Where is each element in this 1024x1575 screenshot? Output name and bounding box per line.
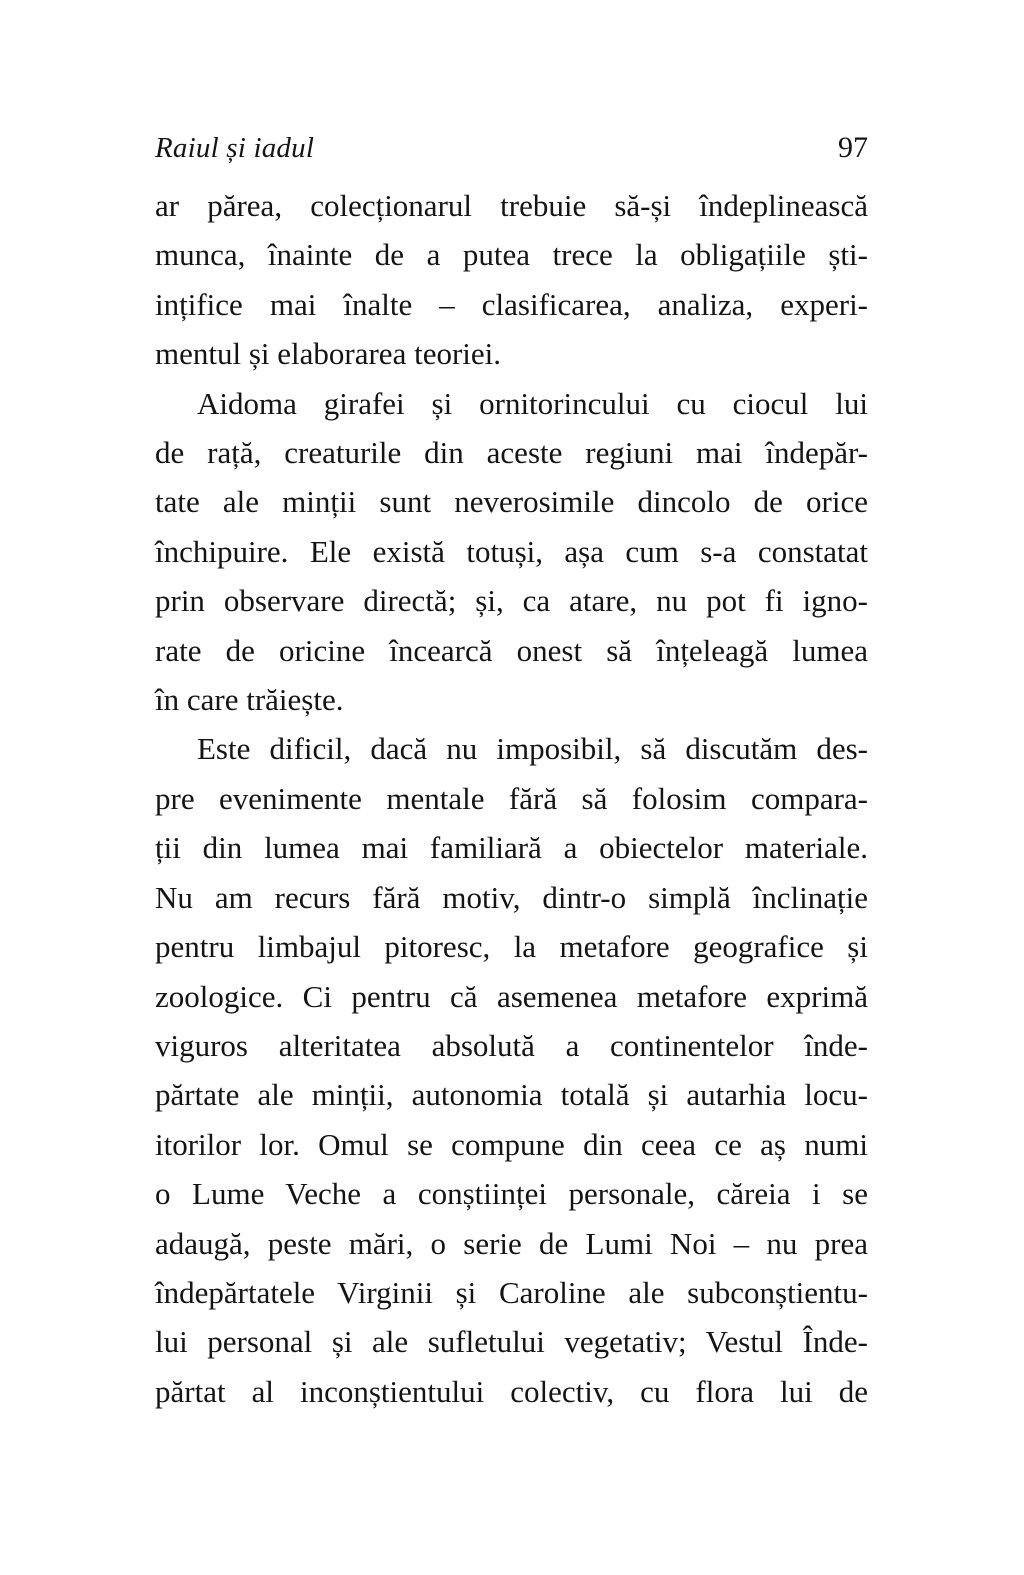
text-line: viguros alteritatea absolută a continentelor înde- [155, 1027, 868, 1063]
text-line: Nu am recurs fără motiv, dintr-o simplă înclinație [155, 879, 868, 915]
running-header-title: Raiul și iadul [155, 132, 315, 164]
text-line: închipuire. Ele există totuși, așa cum s-a constatat [155, 533, 868, 569]
text-line: Este dificil, dacă nu imposibil, să discutăm des- [197, 731, 868, 767]
text-line: mentul și elaborarea teoriei. [155, 336, 502, 372]
text-line: ții din lumea mai familiară a obiectelor materiale. [155, 830, 868, 866]
text-line: pentru limbajul pitoresc, la metafore geografice și [155, 929, 868, 965]
text-line: în care trăiește. [155, 682, 344, 718]
text-line: părtate ale minții, autonomia totală și autarhia locu- [155, 1077, 868, 1113]
page-body [155, 181, 868, 1416]
text-line: o Lume Veche a conștiinței personale, căreia i se [155, 1176, 868, 1212]
running-header [155, 131, 868, 165]
text-line: lui personal și ale sufletului vegetativ; Vestul Înde- [155, 1324, 868, 1360]
text-line: Aidoma girafei și ornitorincului cu ciocul lui [197, 385, 868, 421]
paragraph [155, 181, 868, 379]
text-line: rate de oricine încearcă onest să înțeleagă lumea [155, 632, 868, 668]
text-line: adaugă, peste mări, o serie de Lumi Noi – nu prea [155, 1225, 868, 1261]
text-line: munca, înainte de a putea trece la obligațiile ști- [155, 237, 868, 273]
paragraph [155, 379, 868, 725]
text-line: prin observare directă; și, ca atare, nu pot fi igno- [155, 583, 868, 619]
text-line: tate ale minții sunt neverosimile dincolo de orice [155, 484, 868, 520]
text-line: zoologice. Ci pentru că asemenea metafore exprimă [155, 978, 868, 1014]
text-line: pre evenimente mentale fără să folosim compara- [155, 780, 868, 816]
page-number: 97 [838, 131, 868, 164]
text-line: îndepărtatele Virginii și Caroline ale subconștientu- [155, 1274, 868, 1310]
text-line: itorilor lor. Omul se compune din ceea ce aș numi [155, 1126, 868, 1162]
text-line: părtat al inconștientului colectiv, cu flora lui de [155, 1373, 868, 1409]
text-line: de rață, creaturile din aceste regiuni mai îndepăr- [155, 435, 868, 471]
text-line: ar părea, colecționarul trebuie să-și îndeplinească [155, 188, 868, 223]
paragraph [155, 724, 868, 1416]
text-line: ințifice mai înalte – clasificarea, analiza, experi- [155, 286, 868, 322]
